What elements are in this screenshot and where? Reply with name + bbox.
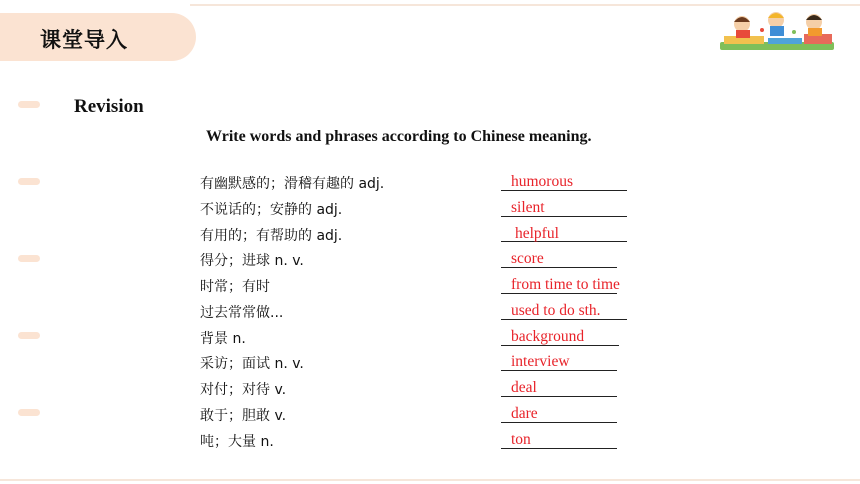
answer-text: humorous	[511, 173, 573, 190]
children-reading-clipart	[718, 8, 836, 52]
decorative-dot	[18, 409, 40, 416]
chinese-prompt: 有幽默感的；滑稽有趣的 adj.	[200, 176, 385, 192]
page-title: 课堂导入	[40, 28, 128, 52]
chinese-prompt: 背景 n.	[200, 331, 246, 347]
decorative-dot	[18, 178, 40, 185]
answer-text: helpful	[515, 225, 559, 242]
section-heading: Revision	[74, 96, 144, 117]
chinese-prompt: 过去常常做...	[200, 305, 284, 321]
answer-text: used to do sth.	[511, 302, 601, 319]
chinese-prompt: 对付；对待 v.	[200, 382, 287, 398]
answer-text: interview	[511, 353, 570, 370]
answer-text: deal	[511, 379, 537, 396]
answer-text: background	[511, 328, 585, 345]
chinese-prompt: 不说话的；安静的 adj.	[200, 202, 343, 218]
decorative-dot	[18, 101, 40, 108]
chinese-prompt: 敢于；胆敢 v.	[200, 408, 287, 424]
answer-text: ton	[511, 431, 531, 448]
chinese-prompt: 吨；大量 n.	[200, 434, 274, 450]
chinese-prompt: 采访；面试 n. v.	[200, 356, 304, 372]
answer-text: dare	[511, 405, 538, 422]
decorative-dot	[18, 332, 40, 339]
answer-text: silent	[511, 199, 545, 216]
chinese-prompt: 有用的；有帮助的 adj.	[200, 228, 343, 244]
bottom-divider	[0, 479, 860, 481]
top-divider	[190, 4, 860, 6]
chinese-prompt: 得分；进球 n. v.	[200, 253, 304, 269]
decorative-dot	[18, 255, 40, 262]
answer-text: score	[511, 250, 544, 267]
chinese-prompt: 时常；有时	[200, 279, 270, 295]
instruction-text: Write words and phrases according to Chinese meaning.	[206, 128, 592, 145]
answer-text: from time to time	[511, 276, 620, 293]
